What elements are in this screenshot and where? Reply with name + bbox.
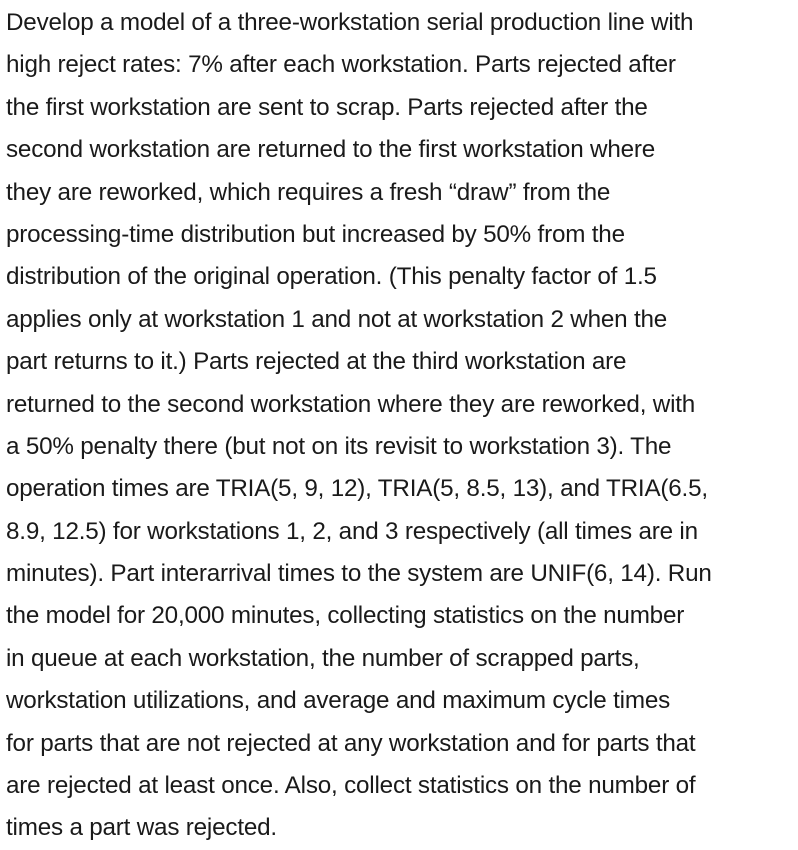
text-line: second workstation are returned to the first workstation where — [6, 136, 656, 164]
text-line: workstation utilizations, and average and maximum cycle times — [6, 687, 671, 715]
text-line: times a part was rejected. — [6, 814, 277, 842]
text-line: returned to the second workstation where they are reworked, with — [6, 390, 696, 418]
text-line: high reject rates: 7% after each workstation. Parts rejected after — [6, 51, 676, 79]
text-line: minutes). Part interarrival times to the system are UNIF(6, 14). Run — [6, 560, 712, 588]
text-line: processing-time distribution but increased by 50% from the — [6, 220, 625, 248]
text-line: are rejected at least once. Also, collect statistics on the number of — [6, 772, 696, 800]
text-line: Develop a model of a three-workstation serial production line with — [6, 9, 694, 36]
text-line: part returns to it.) Parts rejected at the third workstation are — [6, 348, 627, 376]
text-line: they are reworked, which requires a fresh “draw” from the — [6, 178, 611, 206]
text-line: a 50% penalty there (but not on its revisit to workstation 3). The — [6, 432, 672, 460]
text-line: the model for 20,000 minutes, collecting statistics on the number — [6, 602, 685, 630]
text-line: in queue at each workstation, the number of scrapped parts, — [6, 644, 640, 672]
text-line: distribution of the original operation. (This penalty factor of 1.5 — [6, 263, 657, 291]
text-line: 8.9, 12.5) for workstations 1, 2, and 3 respectively (all times are in — [6, 517, 698, 545]
text-line: for parts that are not rejected at any workstation and for parts that — [6, 729, 696, 757]
text-line: operation times are TRIA(5, 9, 12), TRIA(5, 8.5, 13), and TRIA(6.5, — [6, 475, 708, 503]
text-line: applies only at workstation 1 and not at workstation 2 when the — [6, 305, 668, 333]
problem-text — [6, 2, 796, 850]
text-line: the first workstation are sent to scrap. Parts rejected after the — [6, 93, 648, 121]
